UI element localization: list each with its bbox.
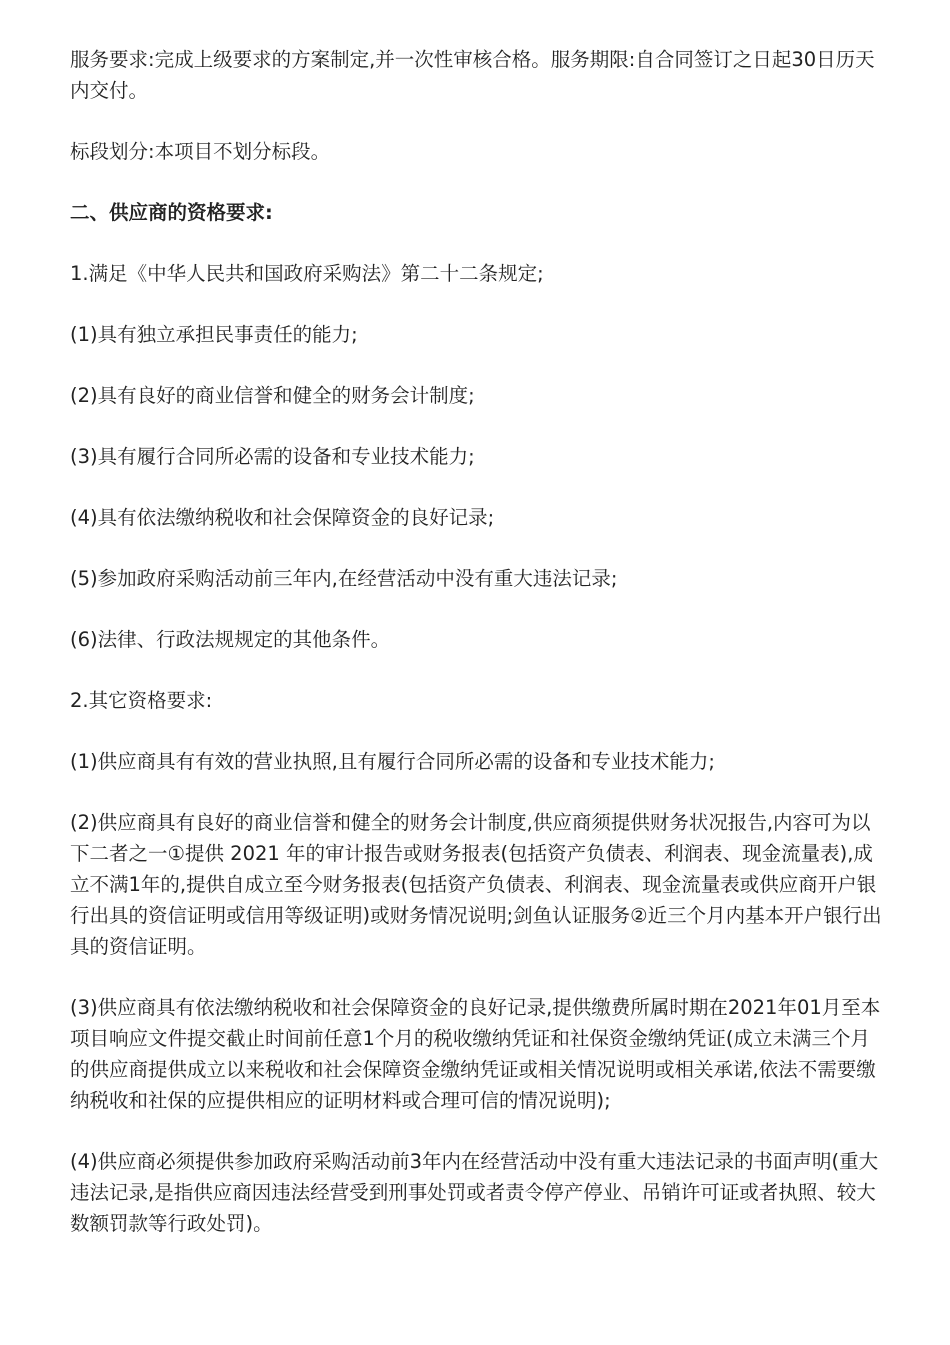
requirement-item-2: (2)具有良好的商业信誉和健全的财务会计制度; [70,384,475,407]
other-requirement-item-3: (3)供应商具有依法缴纳税收和社会保障资金的良好记录,提供缴费所属时期在2021年01月至本项目响应文件提交截止时间前任意1个月的税收缴纳凭证和社保资金缴纳凭证(成立未满三个月的供应商提供成立以来税收和社会保障资金缴纳凭证或相关情况说明或相关承诺,依法不需要缴纳税收和社保的应提供相应的证明材料或合理可信的情况说明); [70,996,881,1112]
requirement-item-6: (6)法律、行政法规规定的其他条件。 [70,628,391,651]
requirement-item-4: (4)具有依法缴纳税收和社会保障资金的良好记录; [70,506,495,529]
supplier-qualification-heading: 二、供应商的资格要求: [70,201,273,224]
requirement-item-1: (1)具有独立承担民事责任的能力; [70,323,358,346]
other-requirement-item-1: (1)供应商具有有效的营业执照,且有履行合同所必需的设备和专业技术能力; [70,750,715,773]
other-requirement-item-2: (2)供应商具有良好的商业信誉和健全的财务会计制度,供应商须提供财务状况报告,内容可为以下二者之一①提供 2021 年的审计报告或财务报表(包括资产负债表、利润表、现金流量表),成立不满1年的,提供自成立至今财务报表(包括资产负债表、利润表、现金流量表或供应商开户银行出具的资信证明或信用等级证明)或财务情况说明;剑鱼认证服务②近三个月内基本开户银行出具的资信证明。 [70,811,882,958]
lot-division-paragraph: 标段划分:本项目不划分标段。 [70,140,331,163]
requirement-item-5: (5)参加政府采购活动前三年内,在经营活动中没有重大违法记录; [70,567,618,590]
service-requirements-paragraph: 服务要求:完成上级要求的方案制定,并一次性审核合格。服务期限:自合同签订之日起30日历天内交付。 [70,48,875,102]
other-requirement-item-4: (4)供应商必须提供参加政府采购活动前3年内在经营活动中没有重大违法记录的书面声明(重大违法记录,是指供应商因违法经营受到刑事处罚或者责令停产停业、吊销许可证或者执照、较大数额罚款等行政处罚)。 [70,1150,879,1235]
document-body [70,44,885,1269]
requirement-item-3: (3)具有履行合同所必需的设备和专业技术能力; [70,445,475,468]
other-qualifications-heading: 2.其它资格要求: [70,689,213,712]
procurement-law-clause: 1.满足《中华人民共和国政府采购法》第二十二条规定; [70,262,544,285]
